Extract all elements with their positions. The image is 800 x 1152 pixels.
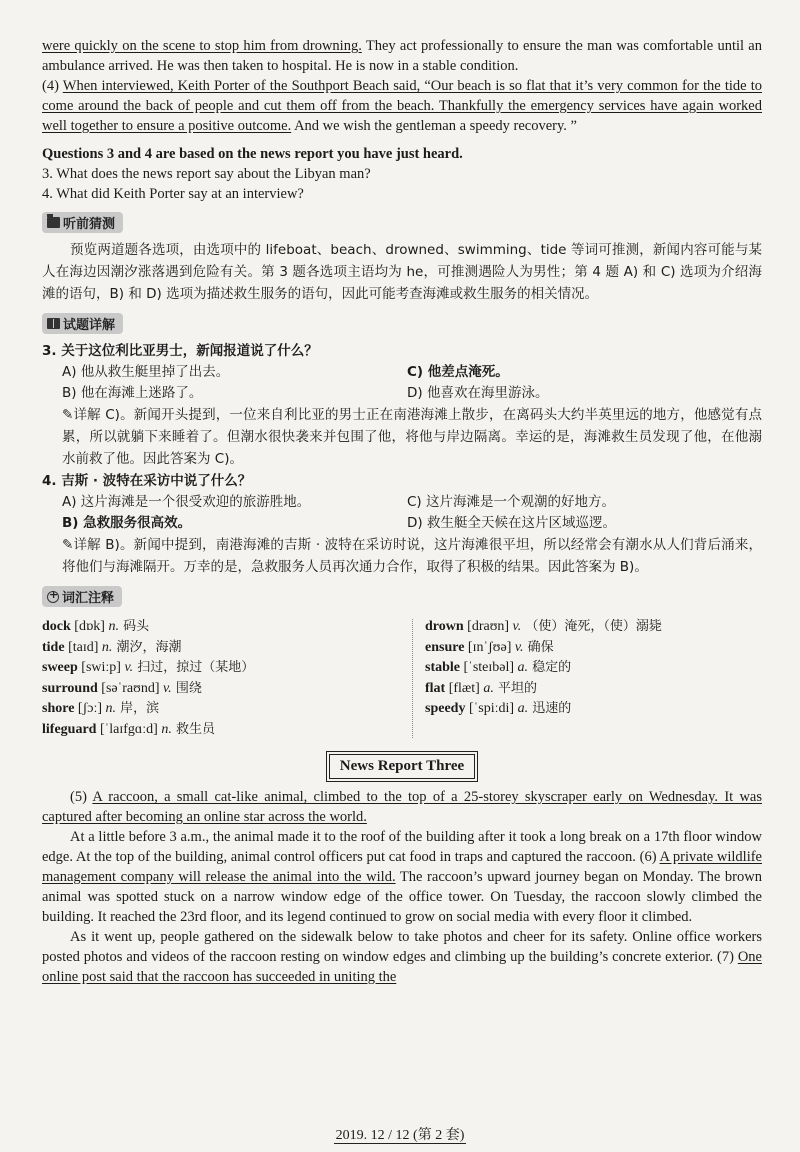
q4-detail: ✎详解 B)。新闻中提到，南港海滩的吉斯 · 波特在采访时说，这片海滩很平坦，所以经常会有潮水从人们背后涌来，将他们与海滩隔开。万幸的是，急救服务人员再次通力合作，取得了积极的结果。因此答案为 B)。 xyxy=(62,537,762,575)
book-icon xyxy=(47,318,60,329)
page-content xyxy=(42,36,762,987)
vocab-item: flat [flæt] a. 平坦的 xyxy=(425,680,537,696)
option-c-correct: C) 他差点淹死。 xyxy=(407,364,509,380)
vocab-item: dock [dɒk] n. 码头 xyxy=(42,619,150,634)
predict-section-tag xyxy=(42,212,123,233)
predict-text: 预览两道题各选项，由选项中的 lifeboat、beach、drowned、swimming、tide 等词可推测，新闻内容可能与某人在海边因潮汐涨落遇到危险有关。第 3 题各选项主语均为 he，可推测遇险人为男性；第 4 题 A) 和 C) 选项为介绍海滩的语句，B) 和 D) 选项为描述救生服务的语句，因此可能考查海滩或救生服务的相关情况。 xyxy=(42,242,762,302)
explain-section-tag xyxy=(42,313,123,334)
option-d: D) 救生艇全天候在这片区域巡逻。 xyxy=(407,515,616,531)
report-paragraph-2 xyxy=(42,827,762,927)
vocab-list xyxy=(42,617,762,740)
answer-underline: One online post said that the raccoon has succeeded in uniting the xyxy=(42,949,762,985)
transcript-paragraph xyxy=(42,36,762,76)
vocab-left-column xyxy=(42,617,412,740)
folder-icon xyxy=(47,217,60,228)
q4-title: 4. 吉斯 · 波特在采访中说了什么？ xyxy=(42,473,252,489)
vocab-item: shore [ʃɔː] n. 岸，滨 xyxy=(42,701,160,716)
q3-detail: ✎详解 C)。新闻开头提到，一位来自利比亚的男士正在南港海滩上散步，在离码头大约半英里远的地方，他感觉有点累，所以就躺下来睡着了。但潮水很快袭来并包围了他，将他与岸边隔离。幸运的是，海滩救生员发现了他，在他溺水前救了他。因此答案为 C)。 xyxy=(62,407,762,467)
paragraph-number: (5) xyxy=(70,789,93,805)
answer-underline: A raccoon, a small cat-like animal, climbed to the top of a 25-storey skyscraper early on Wednesday. It was captured after becoming an online star across the world. xyxy=(42,789,762,825)
vocab-section-tag xyxy=(42,586,122,607)
option-a: A) 这片海滩是一个很受欢迎的旅游胜地。 xyxy=(62,494,311,510)
vocab-item: lifeguard [ˈlaɪfgɑːd] n. 救生员 xyxy=(42,721,215,737)
answer-underline: When interviewed, Keith Porter of the Southport Beach said, “Our beach is so flat that it’s very common for the tide to come around the back of people and cut them off from the beach. Thankfully the emergency services have again worked well together to ensure a positive outcome. xyxy=(42,78,762,134)
vocab-item: surround [səˈraʊnd] v. 围绕 xyxy=(42,680,202,696)
section-tag-label: 听前猜测 xyxy=(63,217,116,232)
questions-heading: Questions 3 and 4 are based on the news report you have just heard. xyxy=(42,146,463,162)
vocab-item: ensure [ɪnˈʃʊə] v. 确保 xyxy=(425,639,554,655)
answer-underline: were quickly on the scene to stop him from drowning. xyxy=(42,38,362,54)
option-d: D) 他喜欢在海里游泳。 xyxy=(407,385,549,401)
transcript-text: They act professionally to ensure the man was comfortable until an ambulance arrived. He was then taken to hospital. He is now in a stable condition. xyxy=(42,38,762,74)
vocab-item: sweep [swiːp] v. 扫过，掠过（某地） xyxy=(42,660,255,675)
vocab-item: tide [taɪd] n. 潮汐，海潮 xyxy=(42,639,182,655)
plus-circle-icon xyxy=(47,591,59,603)
section-tag-label: 词汇注释 xyxy=(62,591,115,606)
option-a: A) 他从救生艇里掉了出去。 xyxy=(62,364,230,380)
q3-title: 3. 关于这位利比亚男士，新闻报道说了什么？ xyxy=(42,343,318,359)
page-footer xyxy=(0,1124,800,1144)
transcript-text: As it went up, people gathered on the sidewalk below to take photos and cheer for its safety. Online office workers posted photos and videos of the raccoon resting on window edges and climbing up the building’s concrete exterior. (7) xyxy=(42,929,762,965)
transcript-text: And we wish the gentleman a speedy recovery. ” xyxy=(291,118,577,134)
transcript-text: At a little before 3 a.m., the animal made it to the roof of the building after it took a long break on a 17th floor window edge. At the top of the building, animal control officers put cat food in traps and captured the raccoon. (6) xyxy=(42,829,762,865)
vocab-right-column xyxy=(413,617,753,740)
vocab-item: speedy [ˈspiːdi] a. 迅速的 xyxy=(425,701,572,716)
transcript-text: The raccoon’s upward journey began on Monday. The brown animal was spotted stuck on a narrow window edge of the office tower. On Tuesday, the raccoon slowly climbed the building. It reached the 23rd floor, and its legend continued to grow on social media with every floor it climbed. xyxy=(42,869,762,925)
transcript-paragraph-4 xyxy=(42,76,762,136)
q4-options xyxy=(42,492,762,534)
report-paragraph-1 xyxy=(42,787,762,827)
section-tag-label: 试题详解 xyxy=(63,318,116,333)
vocab-item: drown [draʊn] v. （使）淹死，（使）溺毙 xyxy=(425,619,662,634)
option-b-correct: B) 急救服务很高效。 xyxy=(62,515,192,531)
answer-underline: A private wildlife management company will release the animal into the wild. xyxy=(42,849,762,885)
option-b: B) 他在海滩上迷路了。 xyxy=(62,385,203,401)
question-3: 3. What does the news report say about the Libyan man? xyxy=(42,166,371,182)
option-c: C) 这片海滩是一个观潮的好地方。 xyxy=(407,494,615,510)
news-report-title: News Report Three xyxy=(329,754,475,779)
question-4: 4. What did Keith Porter say at an interview? xyxy=(42,186,304,202)
paragraph-number: (4) xyxy=(42,78,63,94)
q3-options xyxy=(42,362,762,404)
footer-label: 2019. 12 / 12 (第 2 套) xyxy=(335,1128,465,1143)
vocab-item: stable [ˈsteɪbəl] a. 稳定的 xyxy=(425,660,572,675)
report-paragraph-3 xyxy=(42,927,762,987)
